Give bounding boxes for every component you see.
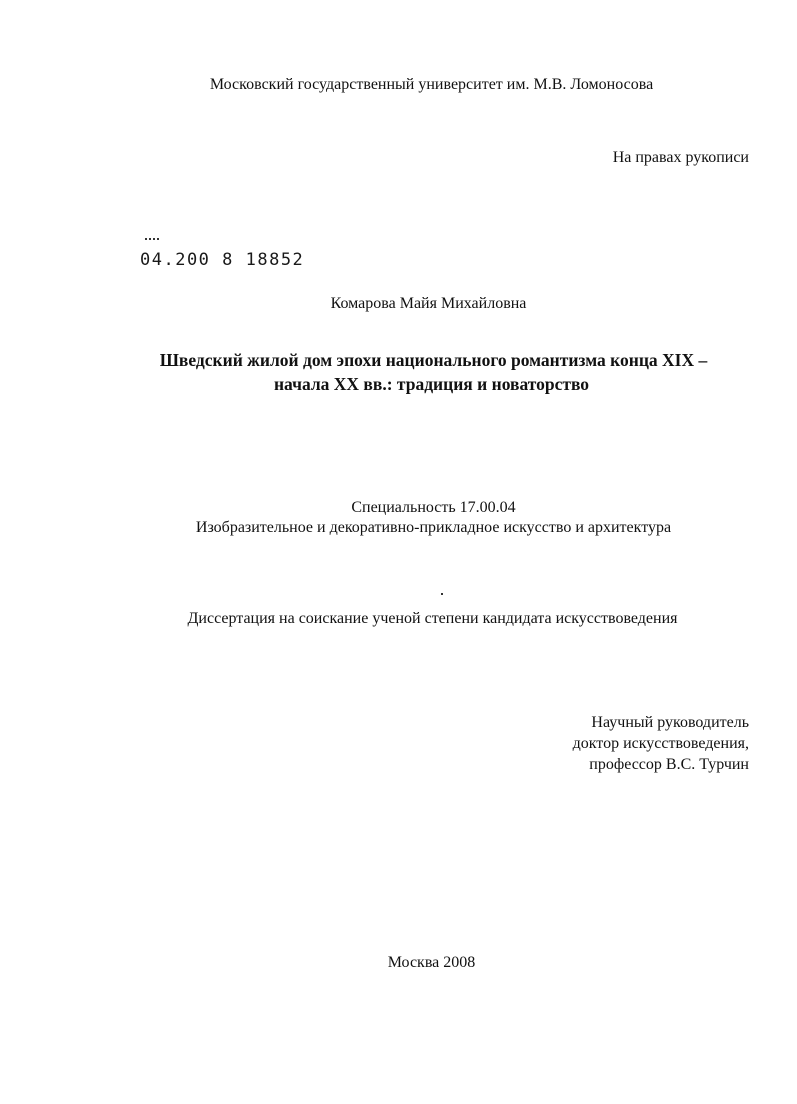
- library-stamp-number: 04.200 8 18852: [140, 250, 305, 270]
- supervisor-degree: доктор искусствоведения,: [572, 735, 749, 752]
- university-name: Московский государственный университет им. М.В. Ломоносова: [209, 76, 654, 93]
- city-year: Москва 2008: [387, 954, 476, 971]
- thesis-title-line-2: начала XX вв.: традиция и новаторство: [273, 374, 590, 394]
- author-name: Комарова Майя Михайловна: [330, 295, 527, 312]
- specialty-code: Специальность 17.00.04: [351, 499, 516, 516]
- stamp-mark: [145, 238, 159, 242]
- specialty-field: Изобразительное и декоративно-прикладное искусство и архитектура: [195, 519, 672, 536]
- scan-dot: [441, 593, 443, 595]
- degree-statement: Диссертация на соискание ученой степени кандидата искусствоведения: [187, 610, 678, 627]
- rights-notice: На правах рукописи: [612, 149, 749, 166]
- supervisor-label: Научный руководитель: [591, 714, 749, 731]
- thesis-title-line-1: Шведский жилой дом эпохи национального романтизма конца XIX –: [159, 350, 708, 370]
- supervisor-name: профессор В.С. Турчин: [589, 756, 749, 773]
